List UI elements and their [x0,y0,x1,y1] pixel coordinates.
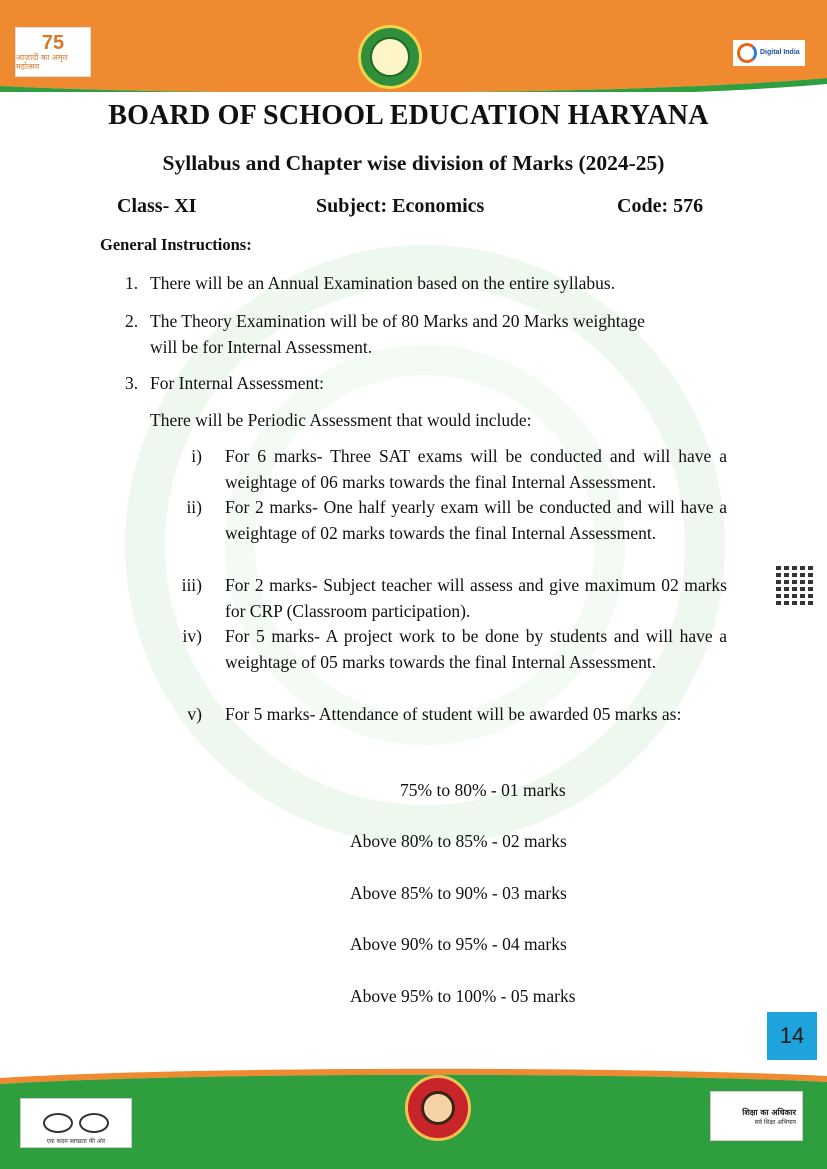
list-item-continuation: will be for Internal Assessment. [150,337,373,357]
list-item-number: 2. [125,311,139,331]
sub-item: For 5 marks- Attendance of student will be awarded 05 marks as: [225,704,682,724]
board-emblem-icon [358,25,422,89]
qr-code-icon[interactable] [776,565,816,605]
syllabus-subtitle: Syllabus and Chapter wise division of Marks (2024-25) [162,151,665,175]
azadi-ka-amrit-mahotsav-logo [15,27,91,77]
spectacles-icon [43,1113,73,1133]
spectacles-icon [79,1113,109,1133]
attendance-mark-line: Above 90% to 95% - 04 marks [350,934,567,954]
rte-subtitle: सर्व शिक्षा अभियान [754,1118,796,1126]
periodic-assessment-intro: There will be Periodic Assessment that would include: [150,410,532,430]
logo-number: 75 [41,32,65,54]
attendance-mark-line: Above 95% to 100% - 05 marks [350,986,576,1006]
attendance-mark-line: Above 80% to 85% - 02 marks [350,831,567,851]
digital-india-icon [737,43,757,63]
class-label: Class- XI [117,195,197,217]
sub-item-number: v) [187,704,202,724]
girl-face-icon [421,1091,455,1125]
general-instructions-heading: General Instructions: [100,235,252,254]
sub-item-number: iii) [181,575,202,595]
sub-item: For 5 marks- A project work to be done by students and will have a weightage of 05 marks towards the final Internal Assessment. [225,626,727,672]
attendance-mark-line: 75% to 80% - 01 marks [400,780,566,800]
list-item: There will be an Annual Examination based on the entire syllabus. [150,273,616,293]
digital-india-logo [733,40,805,66]
sub-item-number: i) [191,446,202,466]
beti-bachao-logo [405,1075,471,1141]
swachh-bharat-caption: एक कदम स्वच्छता की ओर [46,1138,106,1145]
sub-item: For 6 marks- Three SAT exams will be conducted and will have a weightage of 06 marks towards the final Internal Assessment. [225,446,727,492]
sub-item-number: iv) [182,626,202,646]
list-item-number: 3. [125,373,139,393]
logo-caption: आज़ादी का अमृत महोत्सव [16,53,68,71]
attendance-mark-line: Above 85% to 90% - 03 marks [350,883,567,903]
list-item: The Theory Examination will be of 80 Marks and 20 Marks weightage [150,311,645,331]
rte-title: शिक्षा का अधिकार [742,1107,796,1117]
list-item-number: 1. [125,273,139,293]
sub-item: For 2 marks- One half yearly exam will be conducted and will have a weightage of 02 marks towards the final Internal Assessment. [225,497,727,543]
sub-item-number: ii) [186,497,202,517]
board-title: BOARD OF SCHOOL EDUCATION HARYANA [108,100,709,131]
list-item: For Internal Assessment: [150,373,325,393]
swachh-bharat-logo [20,1098,132,1148]
sub-item: For 2 marks- Subject teacher will assess and give maximum 02 marks for CRP (Classroom participation). [225,575,727,621]
page-number-badge: 14 [767,1012,817,1060]
subject-label: Subject: Economics [316,195,485,217]
digital-india-text: Digital India [760,49,800,56]
code-label: Code: 576 [617,195,704,217]
shiksha-ka-adhikar-logo [710,1091,803,1141]
